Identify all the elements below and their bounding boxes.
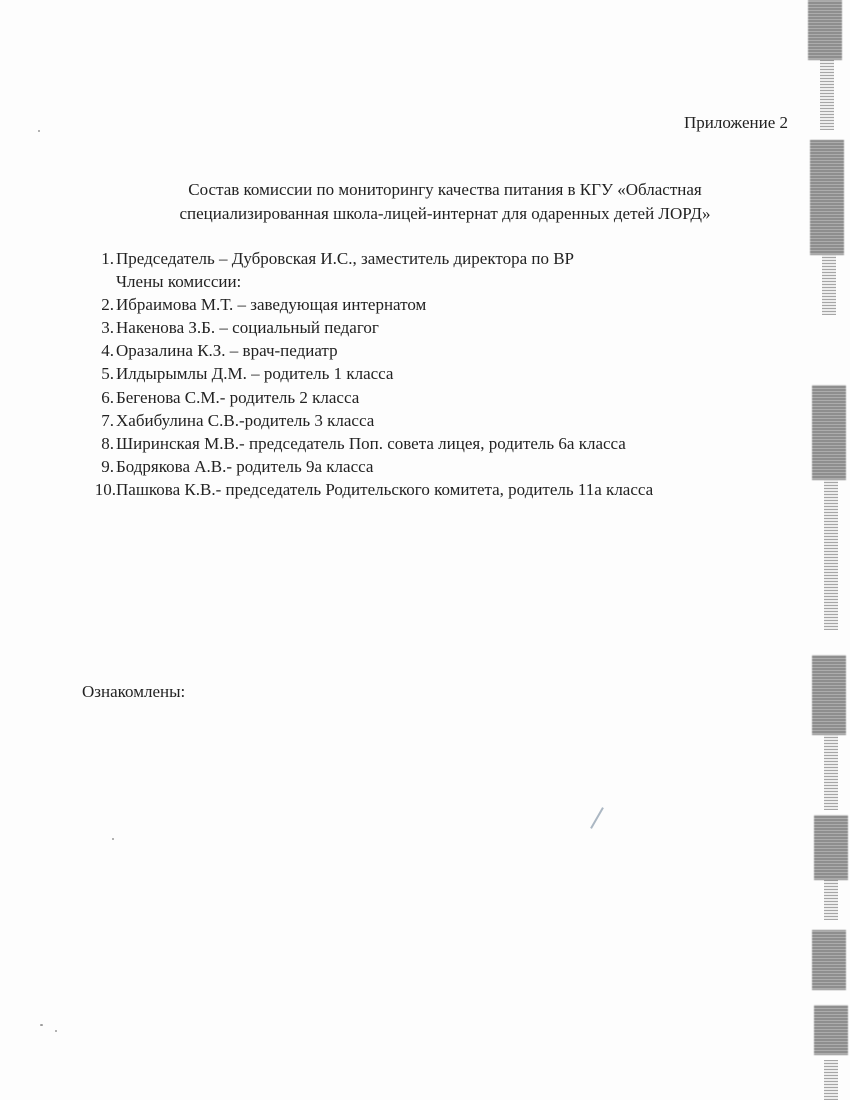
list-item-number: 7. (101, 410, 114, 430)
scan-speck (112, 838, 114, 840)
list-item-number: 2. (101, 295, 114, 315)
scan-noise-band (814, 1005, 848, 1055)
pen-mark (590, 807, 604, 829)
list-item-text: Илдырымлы Д.М. – родитель 1 класса (116, 364, 394, 384)
list-item-text: Пашкова К.В.- председатель Родительского комитета, родитель 11а класса (116, 479, 654, 499)
scan-noise-band (824, 880, 838, 920)
scan-noise-band (814, 815, 848, 880)
list-item-number: 9. (101, 456, 114, 476)
list-item (82, 270, 653, 293)
title-line-2: специализированная школа-лицей-интернат для одаренных детей ЛОРД» (179, 204, 711, 223)
list-item-text: Хабибулина С.В.-родитель 3 класса (116, 410, 375, 430)
scan-noise-band (812, 930, 846, 990)
scanner-edge-artifact (790, 0, 850, 1100)
list-item (82, 386, 653, 409)
list-item-number: 8. (101, 433, 114, 453)
list-item-text: Накенова З.Б. – социальный педагог (116, 318, 379, 338)
list-item-text: Председатель – Дубровская И.С., заместитель директора по ВР (116, 249, 575, 268)
scan-noise-band (808, 0, 842, 60)
acquainted-label: Ознакомлены: (82, 682, 186, 701)
list-item (82, 409, 653, 432)
list-item-number: 6. (101, 387, 114, 407)
scan-speck (40, 1024, 43, 1026)
scan-noise-band (824, 1060, 838, 1100)
scan-noise-band (822, 255, 836, 315)
scan-noise-band (824, 735, 838, 810)
scan-speck (38, 130, 40, 132)
list-item-text: Бодрякова А.В.- родитель 9а класса (116, 456, 374, 476)
list-item (82, 293, 653, 316)
scan-speck (55, 1030, 57, 1032)
list-item (82, 432, 653, 455)
appendix-label: Приложение 2 (684, 113, 788, 132)
list-item (82, 316, 653, 339)
scan-noise-band (812, 655, 846, 735)
list-item-number (82, 270, 116, 293)
list-item-text: Ширинская М.В.- председатель Поп. совета лицея, родитель 6а класса (116, 433, 626, 453)
list-item-text: Оразалина К.З. – врач-педиатр (116, 341, 338, 361)
list-item (82, 478, 653, 501)
list-item (82, 455, 653, 478)
list-item-number: 4. (101, 341, 114, 361)
list-item-number: 3. (101, 318, 114, 338)
scan-noise-band (820, 60, 834, 130)
list-item (82, 339, 653, 362)
list-item (82, 362, 653, 385)
list-item-text: Члены комиссии: (116, 272, 242, 292)
scan-noise-band (812, 385, 846, 480)
title-line-1: Состав комиссии по мониторингу качества питания в КГУ «Областная (188, 180, 702, 199)
list-item-text: Ибраимова М.Т. – заведующая интернатом (116, 295, 427, 315)
list-item-number: 10. (94, 479, 116, 499)
scan-noise-band (810, 140, 844, 255)
list-item-number: 5. (101, 364, 114, 384)
commission-members-list (82, 247, 653, 501)
list-item-number: 1. (101, 249, 114, 268)
list-item (82, 247, 653, 270)
document-title (100, 178, 790, 226)
list-item-text: Бегенова С.М.- родитель 2 класса (116, 387, 360, 407)
scan-noise-band (824, 480, 838, 630)
